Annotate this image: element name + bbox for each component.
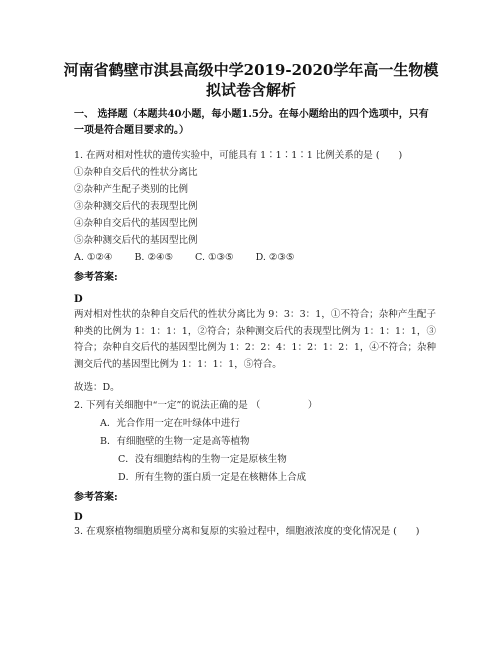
q2-option-a: A．光合作用一定在叶绿体中进行 (100, 418, 240, 429)
section-heading: 一、 选择题（本题共40小题，每小题1.5分。在每小题给出的四个选项中，只有一项是符合题目要求的。） (74, 109, 429, 136)
q2-answer-label: 参考答案: (74, 492, 118, 503)
q1-answer: D (74, 294, 83, 305)
q1-item-2: ②杂种产生配子类别的比例 (74, 184, 189, 195)
q1-explanation: 两对相对性状的杂种自交后代的性状分离比为 9：3：3：1，①不符合；杂种产生配子种类的比例为 1：1：1：1，②符合；杂种测交后代的表现型比例为 1：1：1：1，③符合；杂种自交后代的基因型比例为 1：2：2：4：1：2：1：2：1，④不符合；杂种测交后代的基因型比例为 1：1：1：1，⑤符合。 (74, 309, 436, 370)
q1-option-c: C. ①③⑤ (195, 252, 234, 263)
q1-stem: 1. 在两对相对性状的遗传实验中，可能具有 1∶1∶1∶1 比例关系的是 ( ) (74, 150, 403, 161)
q1-item-1: ①杂种自交后代的性状分离比 (74, 167, 198, 178)
q1-options (74, 251, 316, 265)
q2-option-c: C．没有细胞结构的生物一定是原核生物 (118, 454, 287, 465)
q1-item-4: ④杂种自交后代的基因型比例 (74, 218, 198, 229)
q2-option-b: B．有细胞壁的生物一定是高等植物 (100, 436, 250, 447)
q1-item-3: ③杂种测交后代的表现型比例 (74, 201, 198, 212)
q1-option-b: B. ②④⑤ (134, 252, 174, 263)
q1-conclusion: 故选：D。 (74, 382, 120, 393)
q2-stem: 2. 下列有关细胞中“一定”的说法正确的是 （ ） (74, 400, 318, 411)
q3-stem: 3. 在观察植物细胞质壁分离和复原的实验过程中，细胞液浓度的变化情况是 ( ) (74, 526, 420, 537)
q1-item-5: ⑤杂种测交后代的基因型比例 (74, 235, 198, 246)
q1-option-d: D. ②③⑤ (255, 252, 295, 263)
q2-option-d: D．所有生物的蛋白质一定是在核糖体上合成 (118, 472, 307, 483)
q1-answer-label: 参考答案: (74, 272, 118, 283)
document-title-line2: 拟试卷含解析 (205, 81, 296, 99)
document-title-line1: 河南省鹤壁市淇县高级中学2019-2020学年高一生物模 (63, 61, 439, 79)
q1-option-a: A. ①②④ (74, 252, 113, 263)
q2-answer: D (74, 512, 83, 523)
